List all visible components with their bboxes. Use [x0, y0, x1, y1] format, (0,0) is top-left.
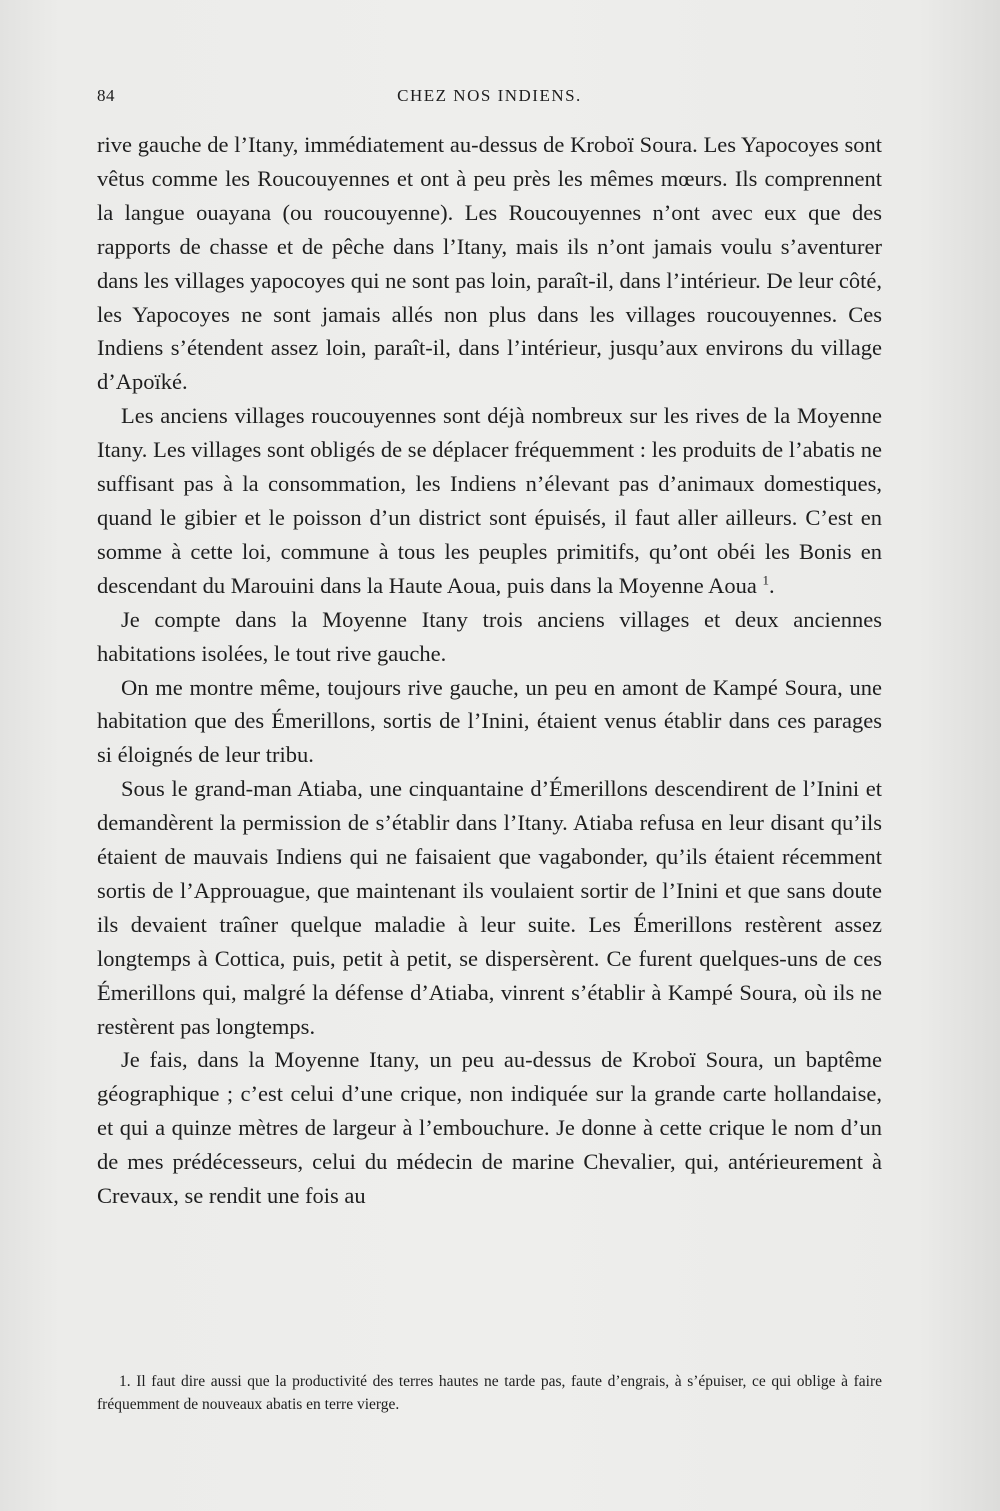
- footnote: 1. Il faut dire aussi que la productivité des terres hautes ne tarde pas, faute d’engrais, à s’épuiser, ce qui oblige à faire fréquemment de nouveaux abatis en terre vierge.: [97, 1373, 882, 1413]
- paragraph-end-punctuation: .: [768, 572, 775, 598]
- page-header: [97, 86, 882, 112]
- page-number: 84: [97, 86, 115, 105]
- paragraph-text: Les anciens villages roucouyennes sont déjà nombreux sur les rives de la Moyenne Itany. Les villages sont obligés de se déplacer fréquemment : les produits de l’abatis ne suffisant pas à la consommation, les Indiens n’élevant pas d’animaux domestiques, quand le gibier et le poisson d’un district sont épuisés, il faut aller ailleurs. C’est en somme à cette loi, commune à tous les peuples primitifs, qu’ont obéi les Bonis en descendant du Marouini dans la Haute Aoua, puis dans la Moyenne Aoua: [97, 403, 882, 598]
- paragraph: On me montre même, toujours rive gauche, un peu en amont de Kampé Soura, une habitation que des Émerillons, sortis de l’Inini, étaient venus établir dans ces parages si éloignés de leur tribu.: [97, 674, 882, 768]
- paragraph: Je compte dans la Moyenne Itany trois anciens villages et deux anciennes habitations isolées, le tout rive gauche.: [97, 606, 882, 666]
- main-text: [97, 128, 882, 1213]
- footnote-reference[interactable]: 1: [762, 572, 769, 588]
- paragraph: rive gauche de l’Itany, immédiatement au-dessus de Kroboï Soura. Les Yapocoyes sont vêtus comme les Roucouyennes et ont à peu près les mêmes mœurs. Ils comprennent la langue ouayana (ou roucouyenne). Les Roucouyennes n’ont avec eux que des rapports de chasse et de pêche dans l’Itany, mais ils n’ont jamais voulu s’aventurer dans les villages yapocoyes qui ne sont pas loin, paraît-il, dans l’intérieur. De leur côté, les Yapocoyes ne sont jamais allés non plus dans les villages roucouyennes. Ces Indiens s’étendent assez loin, paraît-il, dans l’intérieur, jusqu’aux environs du village d’Apoïké.: [97, 132, 882, 395]
- paragraph: [97, 399, 882, 602]
- running-title: CHEZ NOS INDIENS.: [397, 86, 582, 105]
- paragraph: Sous le grand-man Atiaba, une cinquantaine d’Émerillons descendirent de l’Inini et demandèrent la permission de s’établir dans l’Itany. Atiaba refusa en leur disant qu’ils étaient de mauvais Indiens qui ne faisaient que vagabonder, qu’ils étaient récemment sortis de l’Approuague, que maintenant ils voulaient sortir de l’Inini et que sans doute ils devaient traîner quelque maladie à leur suite. Les Émerillons restèrent assez longtemps à Cottica, puis, petit à petit, se dispersèrent. Ce furent quelques-uns de ces Émerillons qui, malgré la défense d’Atiaba, vinrent s’établir à Kampé Soura, où ils ne restèrent pas longtemps.: [97, 776, 882, 1039]
- paragraph: Je fais, dans la Moyenne Itany, un peu au-dessus de Kroboï Soura, un baptême géographique ; c’est celui d’une crique, non indiquée sur la grande carte hollandaise, et qui a quinze mètres de largeur à l’embouchure. Je donne à cette crique le nom d’un de mes prédécesseurs, celui du médecin de marine Chevalier, qui, antérieurement à Crevaux, se rendit une fois au: [97, 1047, 882, 1209]
- footnotes: [97, 1370, 882, 1416]
